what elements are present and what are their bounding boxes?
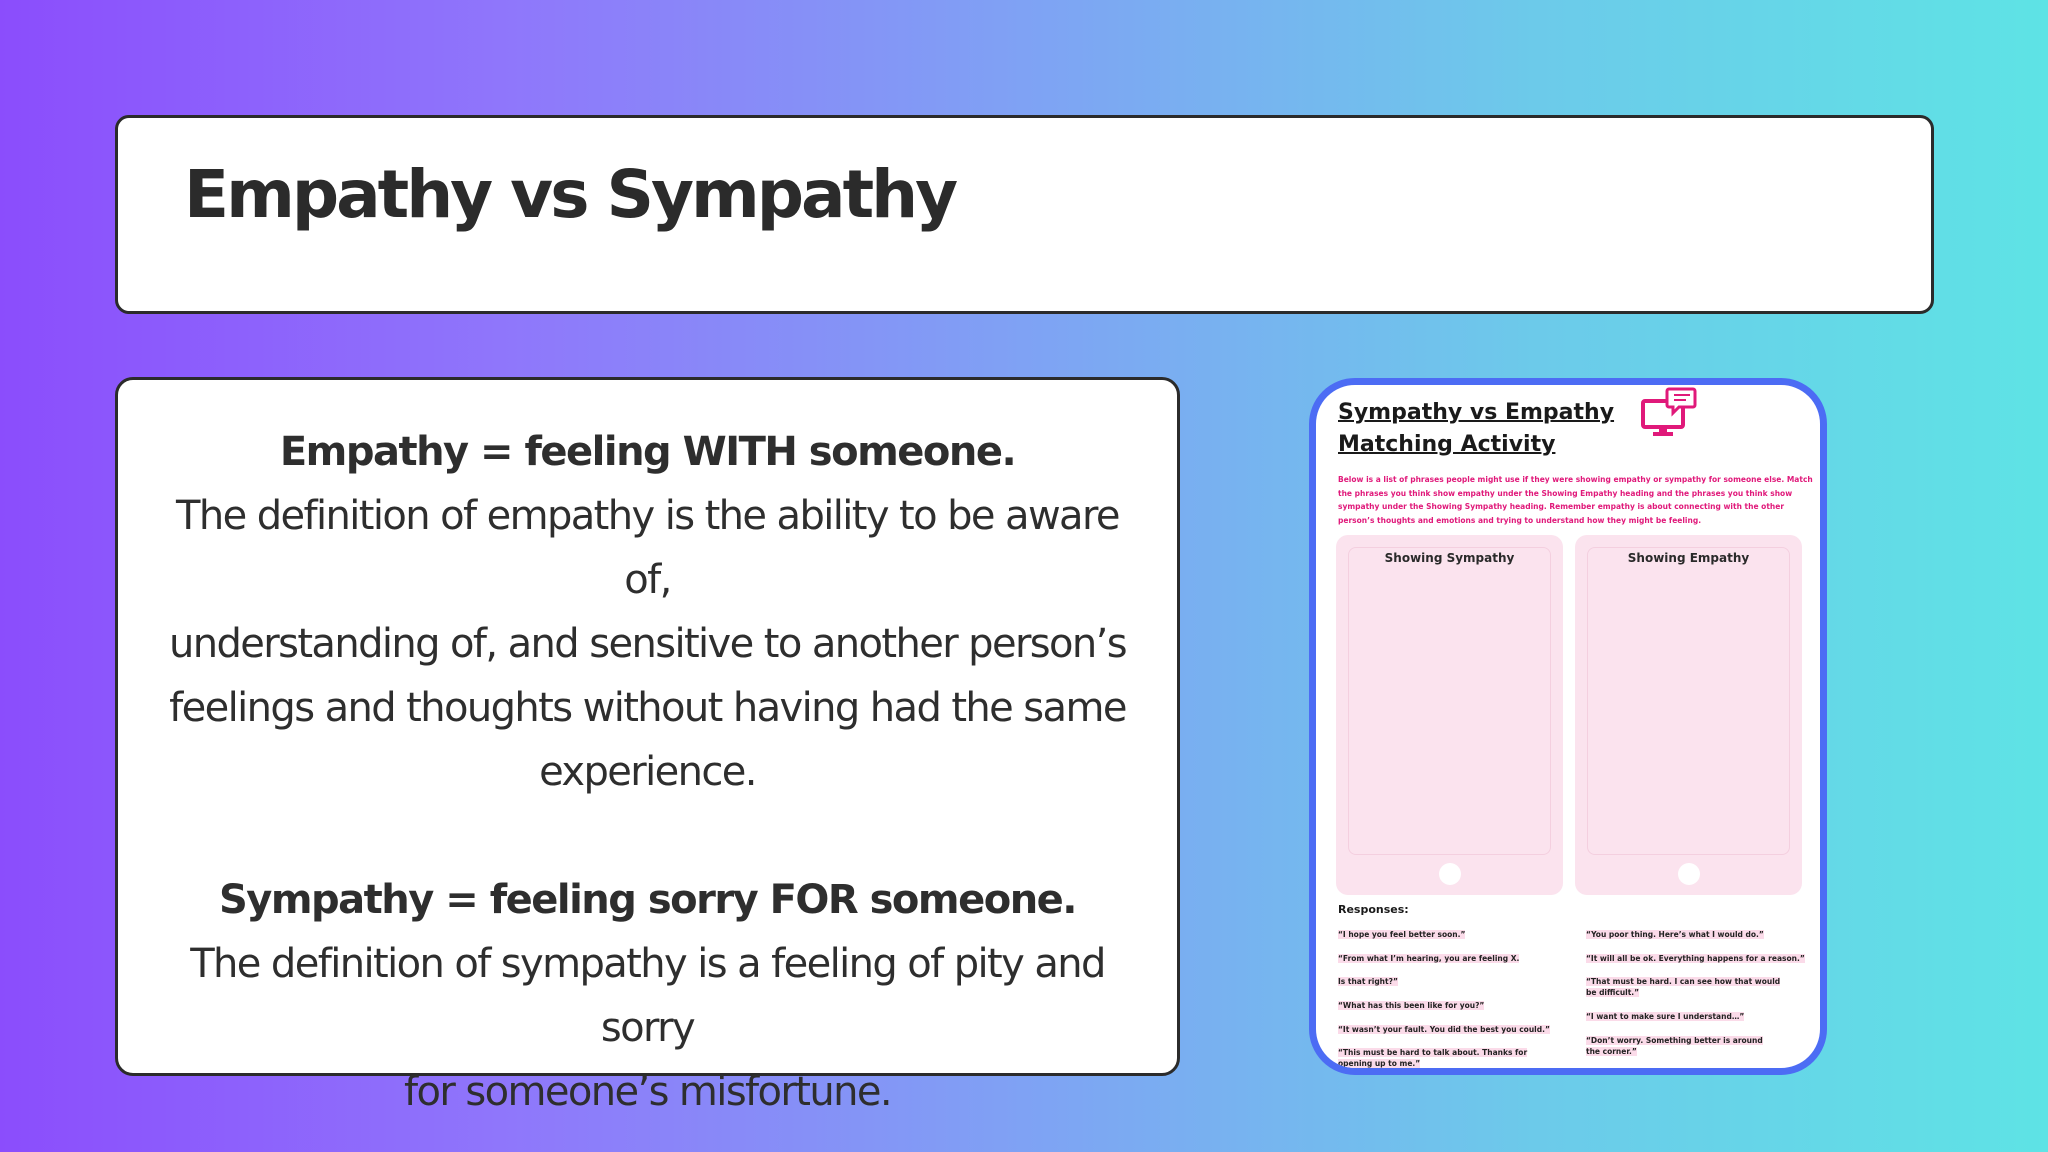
worksheet-title (1338, 397, 1614, 461)
sympathy-heading: Sympathy = feeling sorry FOR someone. (218, 877, 1077, 923)
computer-chat-icon (1641, 387, 1697, 437)
response-item: “This must be hard to talk about. Thanks for opening up to me.” (1338, 1048, 1528, 1068)
responses-label: Responses: (1338, 903, 1409, 916)
slide-title: Empathy vs Sympathy (184, 156, 956, 233)
response-item: “It will all be ok. Everything happens for a reason.” (1586, 954, 1805, 963)
response-item: “That must be hard. I can see how that would be difficult.” (1586, 977, 1781, 997)
response-item: “I want to make sure I understand…” (1586, 1012, 1745, 1021)
worksheet-title-line-2: Matching Activity (1338, 432, 1556, 457)
empathy-line-4: experience. (539, 749, 756, 795)
worksheet-thumbnail (1309, 378, 1827, 1075)
response-item: “I hope you feel better soon.” (1338, 930, 1466, 939)
sympathy-line-1: The definition of sympathy is a feeling of pity and sorry (190, 941, 1105, 1051)
response-item: “What has this been like for you?” (1338, 1001, 1485, 1010)
empathy-line-2: understanding of, and sensitive to another person’s (168, 621, 1127, 667)
worksheet-instructions: Below is a list of phrases people might use if they were showing empathy or sympathy for someone else. Match the phrases you think show empathy under the Showing Empathy heading and the phrases you think show sympathy under the Showing Sympathy heading. Remember empathy is about connecting with the other person’s thoughts and emotions and trying to understand how they might be feeling. (1338, 475, 1813, 525)
showing-sympathy-label: Showing Sympathy (1384, 551, 1515, 565)
response-item: “It wasn’t your fault. You did the best you could.” (1338, 1025, 1550, 1034)
showing-empathy-panel (1575, 535, 1802, 895)
showing-empathy-label: Showing Empathy (1627, 551, 1750, 565)
response-item: Is that right?” (1338, 977, 1398, 986)
empathy-heading: Empathy = feeling WITH someone. (279, 429, 1016, 475)
response-item: “From what I’m hearing, you are feeling X. (1338, 954, 1520, 963)
definitions-box (115, 377, 1180, 1115)
home-button-icon (1678, 863, 1700, 885)
showing-sympathy-panel (1336, 535, 1563, 895)
sympathy-line-2: for someone’s misfortune. (404, 1069, 891, 1115)
home-button-icon (1439, 863, 1461, 885)
empathy-line-3: feelings and thoughts without having had the same (169, 685, 1126, 731)
response-item: “Don’t worry. Something better is around the corner.” (1586, 1036, 1763, 1056)
worksheet-title-line-1: Sympathy vs Empathy (1338, 400, 1615, 425)
title-box (115, 115, 1934, 314)
response-item: “You poor thing. Here’s what I would do.” (1586, 930, 1764, 939)
empathy-line-1: The definition of empathy is the ability to be aware of, (176, 493, 1119, 603)
